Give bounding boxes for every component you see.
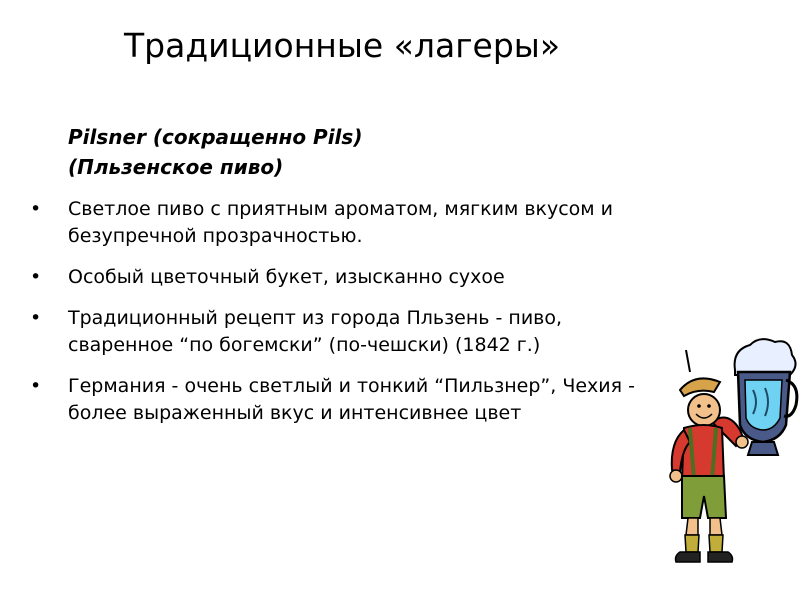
man-with-beer-mug-icon	[640, 330, 800, 570]
bullet-item	[30, 373, 650, 427]
bullet-text: Германия - очень светлый и тонкий “Пильзнер”, Чехия - более выраженный вкус и интенсивнее цвет	[68, 375, 635, 424]
bullet-item	[30, 305, 650, 359]
bullet-icon: •	[30, 198, 42, 220]
bullet-icon: •	[30, 266, 42, 288]
bullet-icon: •	[30, 307, 42, 329]
bullet-text: Особый цветочный букет, изысканно сухое	[68, 266, 505, 288]
slide-subtitle	[68, 122, 362, 182]
head	[680, 350, 720, 426]
slide-title: Традиционные «лагеры»	[124, 26, 561, 65]
subtitle-line-2: (Пльзенское пиво)	[68, 155, 284, 179]
bullet-text: Светлое пиво с приятным ароматом, мягким вкусом и безупречной прозрачностью.	[68, 198, 614, 247]
bullet-list	[30, 196, 650, 441]
bullet-item	[30, 196, 650, 250]
bullet-item	[30, 264, 650, 291]
bullet-icon: •	[30, 375, 42, 397]
subtitle-line-1: Pilsner (сокращенно Pils)	[68, 125, 363, 149]
bullet-text: Традиционный рецепт из города Пльзень - пиво, сваренное “по богемски” (по-чешски) (1842 г.)	[68, 307, 563, 356]
